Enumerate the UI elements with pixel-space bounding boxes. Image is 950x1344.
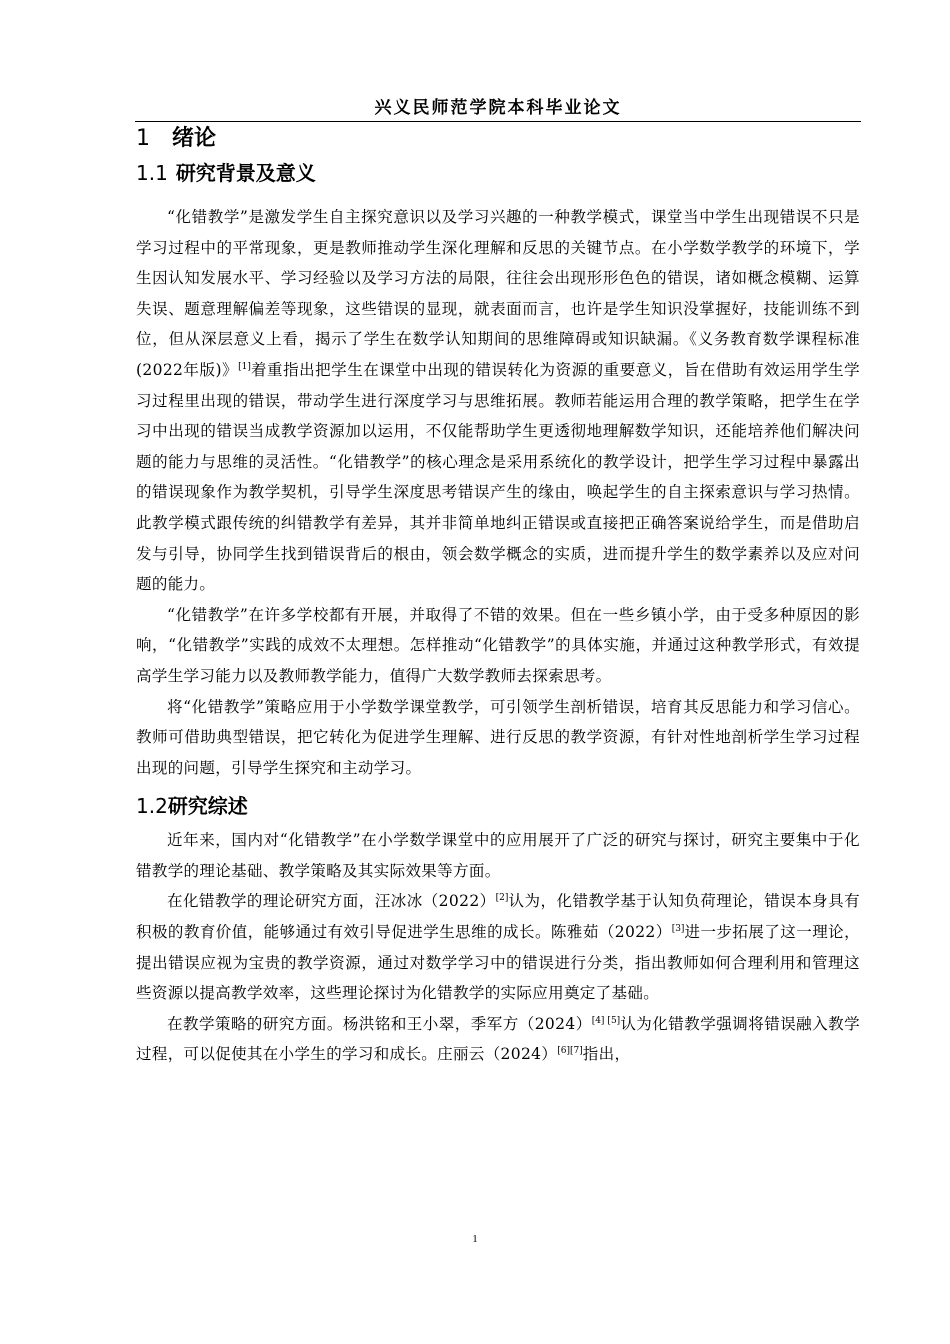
section-heading	[136, 156, 860, 190]
body-paragraph	[136, 202, 860, 600]
section-body	[136, 202, 860, 783]
citation-marker: [2]	[495, 893, 509, 904]
citation-marker: [3]	[671, 923, 685, 934]
paragraph-text: 在教学策略的研究方面。杨洪铭和王小翠，季军方（2024）	[167, 1014, 592, 1033]
section-number: 1.1	[136, 161, 168, 185]
chapter-heading	[136, 122, 860, 156]
section-heading	[136, 789, 860, 823]
body-paragraph	[136, 600, 860, 692]
section-title: 研究综述	[167, 794, 248, 819]
paragraph-text: 认为，化错教学基于认知负荷理论，错误本身具有积极的教育价值，能够通过有效引导促进学生思维的成长。陈雅茹（2022）	[136, 892, 861, 942]
section-number: 1.2	[136, 794, 168, 819]
paragraph-text: “化错教学”是激发学生自主探究意识以及学习兴趣的一种教学模式，课堂当中学生出现错误不只是学习过程中的平常现象，更是教师推动学生深化理解和反思的关键节点。在小学数学教学的环境下，学生因认知发展水平、学习经验以及学习方法的局限，往往会出现形形色色的错误，诸如概念模糊、运算失误、题意理解偏差等现象，这些错误的显现，就表面而言，也许是学生知识没掌握好，技能训练不到位，但从深层意义上看，揭示了学生在数学认知期间的思维障碍或知识缺漏。《义务教育数学课程标准(2022年版)》	[136, 208, 860, 379]
chapter-number: 1	[136, 126, 150, 151]
citation-marker: [4] [5]	[591, 1015, 621, 1026]
section-body	[136, 825, 860, 1070]
paragraph-text: 指出，	[582, 1045, 631, 1064]
chapter-title: 绪论	[172, 126, 217, 151]
body-paragraph	[136, 1009, 860, 1070]
citation-marker: [6][7]	[557, 1046, 583, 1057]
body-paragraph	[136, 825, 860, 886]
paragraph-text: 认为化错教学强调将错误融入教学过程，可以促使其在小学生的学习和成长。庄丽云（2024）	[136, 1014, 860, 1064]
page-number: 1	[472, 1233, 478, 1245]
citation-marker: [1]	[238, 361, 251, 372]
paragraph-text: 着重指出把学生在课堂中出现的错误转化为资源的重要意义，旨在借助有效运用学生学习过程里出现的错误，带动学生进行深度学习与思维拓展。教师若能运用合理的教学策略，把学生在学习中出现的错误当成教学资源加以运用，不仅能帮助学生更透彻地理解数学知识，还能培养他们解决问题的能力与思维的灵活性。“化错教学”的核心理念是采用系统化的教学设计，把学生学习过程中暴露出的错误现象作为教学契机，引导学生深度思考错误产生的缘由，唤起学生的自主探索意识与学习热情。此教学模式跟传统的纠错教学有差异，其并非简单地纠正错误或直接把正确答案说给学生，而是借助启发与引导，协同学生找到错误背后的根由，领会数学概念的实质，进而提升学生的数学素养以及应对问题的能力。	[136, 360, 860, 594]
paragraph-text: “化错教学”在许多学校都有开展，并取得了不错的效果。但在一些乡镇小学，由于受多种原因的影响，“化错教学”实践的成效不太理想。怎样推动“化错教学”的具体实施，并通过这种教学形式，有效提高学生学习能力以及教师教学能力，值得广大数学教师去探索思考。	[136, 605, 860, 685]
body-paragraph	[136, 692, 860, 784]
paragraph-text: 近年来，国内对“化错教学”在小学数学课堂中的应用展开了广泛的研究与探讨，研究主要集中于化错教学的理论基础、教学策略及其实际效果等方面。	[136, 831, 860, 880]
section-title: 研究背景及意义	[175, 161, 316, 185]
running-header: 兴义民师范学院本科毕业论文	[374, 98, 622, 118]
body-paragraph	[136, 886, 860, 1008]
paragraph-text: 将“化错教学”策略应用于小学数学课堂教学，可引领学生剖析错误，培育其反思能力和学习信心。教师可借助典型错误，把它转化为促进学生理解、进行反思的教学资源，有针对性地剖析学生学习过程出现的问题，引导学生探究和主动学习。	[136, 697, 860, 777]
paragraph-text: 进一步拓展了这一理论，提出错误应视为宝贵的教学资源，通过对数学学习中的错误进行分类，指出教师如何合理利用和管理这些资源以提高教学效率，这些理论探讨为化错教学的实际应用奠定了基础。	[136, 923, 860, 1003]
body-column	[136, 122, 860, 1070]
paragraph-text: 在化错教学的理论研究方面，汪冰冰（2022）	[167, 892, 496, 911]
